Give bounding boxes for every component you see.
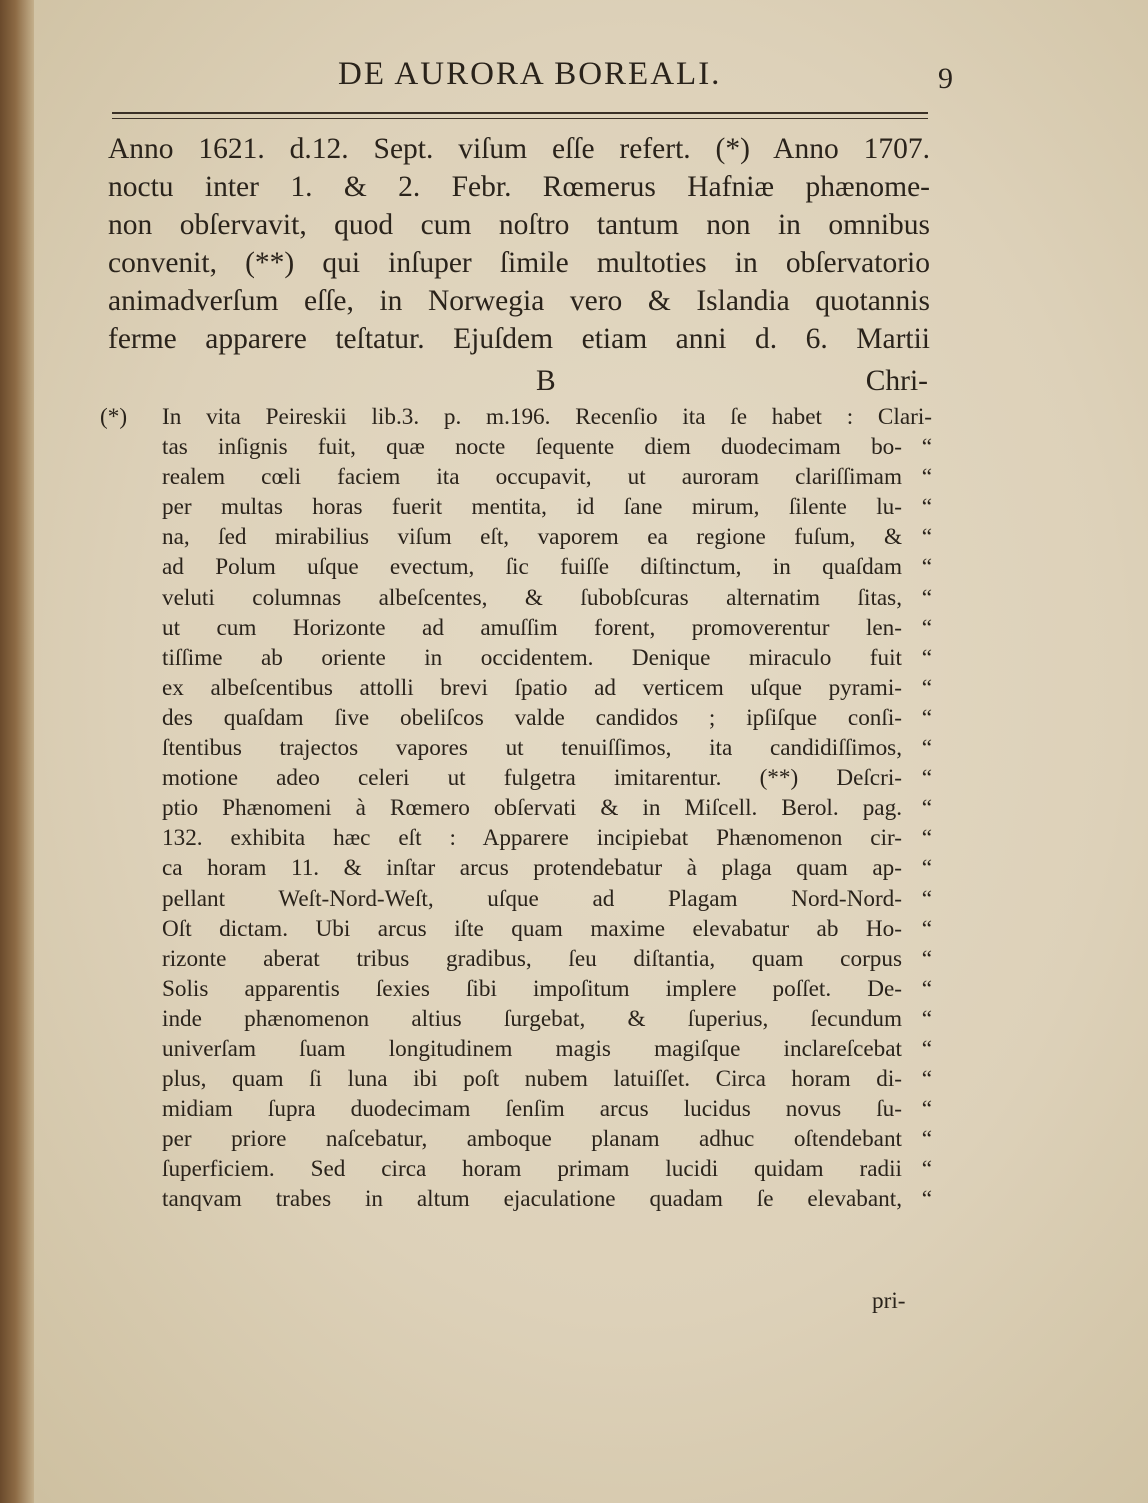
footnote-text: univerſam ſuam longitudinem magis magiſque inclareſcebat xyxy=(162,1035,902,1062)
quotation-mark: “ xyxy=(921,704,932,731)
footnote-line xyxy=(100,613,932,643)
footnote-line xyxy=(100,673,932,703)
footnote-line xyxy=(100,462,932,492)
footnote-line xyxy=(100,643,932,673)
footnote-text: des quaſdam ſive obeliſcos valde candidos ; ipſiſque conſi- xyxy=(162,704,902,731)
footnote-text: veluti columnas albeſcentes, & ſubobſcuras alternatim ſitas, xyxy=(162,584,902,611)
signature-line xyxy=(0,365,1148,405)
footnote-line xyxy=(100,884,932,914)
footnote-line xyxy=(100,1154,932,1184)
page-number: 9 xyxy=(938,62,953,95)
footnote-line xyxy=(100,823,932,853)
quotation-mark: “ xyxy=(921,915,932,942)
footnote-text: pellant Weſt-Nord-Weſt, uſque ad Plagam Nord-Nord- xyxy=(162,885,902,912)
footnote-text: midiam ſupra duodecimam ſenſim arcus lucidus novus ſu- xyxy=(162,1096,902,1123)
footnote-line xyxy=(100,1034,932,1064)
quotation-mark: “ xyxy=(921,885,932,912)
footnote-line xyxy=(100,793,932,823)
quotation-mark: “ xyxy=(921,554,932,581)
footnote-line xyxy=(100,703,932,733)
quotation-mark: “ xyxy=(921,765,932,792)
quotation-mark: “ xyxy=(921,584,932,611)
catchword-footnote: pri- xyxy=(872,1288,906,1314)
quotation-mark: “ xyxy=(921,795,932,822)
footnote-line xyxy=(100,522,932,552)
footnote-text: ca horam 11. & inſtar arcus protendebatur à plaga quam ap- xyxy=(162,855,902,882)
quotation-mark: “ xyxy=(921,494,932,521)
footnote-text: na, ſed mirabilius viſum eſt, vaporem ea regione fuſum, & xyxy=(162,524,902,551)
footnote-text: ptio Phænomeni à Rœmero obſervati & in Miſcell. Berol. pag. xyxy=(162,795,902,822)
quotation-mark: “ xyxy=(921,1005,932,1032)
quotation-mark: “ xyxy=(921,1126,932,1153)
footnote-text: ex albeſcentibus attolli brevi ſpatio ad verticem uſque pyrami- xyxy=(162,674,902,701)
footnote-line xyxy=(100,552,932,582)
footnote-line xyxy=(100,974,932,1004)
footnote-line xyxy=(100,1004,932,1034)
footnote-text: ut cum Horizonte ad amuſſim forent, promoverentur len- xyxy=(162,614,902,641)
main-text-line: animadverſum eſſe, in Norwegia vero & Islandia quotannis xyxy=(108,285,930,317)
main-text xyxy=(108,130,930,358)
quotation-mark: “ xyxy=(921,614,932,641)
footnote-text: tas inſignis fuit, quæ nocte ſequente diem duodecimam bo- xyxy=(162,434,902,461)
footnote-line xyxy=(100,1184,932,1214)
footnote-line xyxy=(100,763,932,793)
footnote-line xyxy=(100,914,932,944)
signature-mark: B xyxy=(536,365,556,397)
main-text-line: noctu inter 1. & 2. Febr. Rœmerus Hafniæ phænome- xyxy=(108,171,930,203)
quotation-mark: “ xyxy=(921,644,932,671)
footnote-line xyxy=(100,853,932,883)
head-rule-bottom xyxy=(112,118,928,119)
quotation-mark: “ xyxy=(921,1035,932,1062)
quotation-mark: “ xyxy=(921,1186,932,1213)
footnote-text: In vita Peireskii lib.3. p. m.196. Recenſio ita ſe habet : Clari- xyxy=(162,404,932,430)
footnote-text: Oſt dictam. Ubi arcus iſte quam maxime elevabatur ab Ho- xyxy=(162,915,902,942)
catchword-main: Chri- xyxy=(865,365,928,397)
footnote-text: tiſſime ab oriente in occidentem. Denique miraculo fuit xyxy=(162,644,902,671)
footnote-text: realem cœli faciem ita occupavit, ut auroram clariſſimam xyxy=(162,464,902,491)
footnote-text: Solis apparentis ſexies ſibi impoſitum implere poſſet. De- xyxy=(162,975,902,1002)
main-text-line: non obſervavit, quod cum noſtro tantum non in omnibus xyxy=(108,209,930,241)
main-text-line: convenit, (**) qui inſuper ſimile multoties in obſervatorio xyxy=(108,247,930,279)
running-head xyxy=(0,56,1148,106)
footnote-text: 132. exhibita hæc eſt : Apparere incipiebat Phænomenon cir- xyxy=(162,825,902,852)
quotation-mark: “ xyxy=(921,434,932,461)
footnote-line xyxy=(100,402,932,432)
quotation-mark: “ xyxy=(921,674,932,701)
quotation-mark: “ xyxy=(921,1066,932,1093)
footnote-text: tanqvam trabes in altum ejaculatione quadam ſe elevabant, xyxy=(162,1186,902,1213)
footnote-line xyxy=(100,432,932,462)
quotation-mark: “ xyxy=(921,1096,932,1123)
quotation-mark: “ xyxy=(921,464,932,491)
quotation-mark: “ xyxy=(921,855,932,882)
footnote-text: motione adeo celeri ut fulgetra imitarentur. (**) Deſcri- xyxy=(162,765,902,792)
quotation-mark: “ xyxy=(921,524,932,551)
footnote-text: ſtentibus trajectos vapores ut tenuiſſimos, ita candidiſſimos, xyxy=(162,735,902,762)
footnote-line xyxy=(100,733,932,763)
footnote-text: rizonte aberat tribus gradibus, ſeu diſtantia, quam corpus xyxy=(162,945,902,972)
main-text-line: ferme apparere teſtatur. Ejuſdem etiam anni d. 6. Martii xyxy=(108,323,930,355)
quotation-mark: “ xyxy=(921,825,932,852)
head-rule-top xyxy=(112,112,928,114)
footnote-text: per priore naſcebatur, amboque planam adhuc oſtendebant xyxy=(162,1126,902,1153)
footnote-line xyxy=(100,492,932,522)
quotation-mark: “ xyxy=(921,945,932,972)
footnote-text: plus, quam ſi luna ibi poſt nubem latuiſſet. Circa horam di- xyxy=(162,1066,902,1093)
footnotes xyxy=(100,402,932,1215)
quotation-mark: “ xyxy=(921,735,932,762)
quotation-mark: “ xyxy=(921,1156,932,1183)
footnote-text: inde phænomenon altius ſurgebat, & ſuperius, ſecundum xyxy=(162,1005,902,1032)
footnote-line xyxy=(100,1124,932,1154)
footnote-line xyxy=(100,583,932,613)
main-text-line: Anno 1621. d.12. Sept. viſum eſſe refert. (*) Anno 1707. xyxy=(108,133,930,165)
footnote-text: ſuperficiem. Sed circa horam primam lucidi quidam radii xyxy=(162,1156,902,1183)
footnote-line xyxy=(100,944,932,974)
footnote-marker: (*) xyxy=(100,404,128,430)
running-head-title: DE AURORA BOREALI. xyxy=(338,56,722,92)
book-gutter xyxy=(0,0,34,1503)
quotation-mark: “ xyxy=(921,975,932,1002)
footnote-text: ad Polum uſque evectum, ſic fuiſſe diſtinctum, in quaſdam xyxy=(162,554,902,581)
footnote-line xyxy=(100,1064,932,1094)
footnote-line xyxy=(100,1094,932,1124)
footnote-text: per multas horas fuerit mentita, id ſane mirum, ſilente lu- xyxy=(162,494,902,521)
